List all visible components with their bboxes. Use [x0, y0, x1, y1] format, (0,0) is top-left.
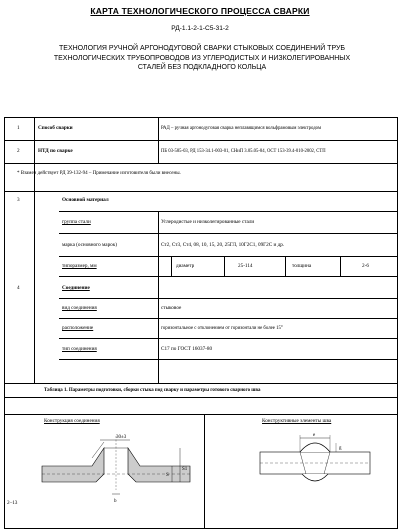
steel-grade-value: Ст2, Ст3, Ст4, 08, 10, 15, 20, 25ГЛ, 10Г2С1, 09Г2С и др.	[161, 242, 285, 248]
row-divider	[4, 383, 398, 384]
note-text: * Взамен действует РД 39-132-94 – Примечание изготовителя были внесены.	[17, 171, 181, 176]
steel-grade-label: марка (основного марок)	[62, 242, 118, 248]
joint-kind-label: вид соединения	[62, 305, 97, 311]
joint-design-header: Конструкция соединения	[44, 418, 100, 424]
column-divider	[285, 256, 286, 276]
gap-label: b	[114, 499, 117, 504]
diameter-value: 25-114	[238, 263, 253, 269]
position-label: расположение	[62, 325, 94, 331]
row-divider	[59, 318, 398, 319]
wall-thickness-label: толщина	[292, 263, 312, 269]
heading-line: СТАЛЕЙ БЕЗ ПОДКЛАДНОГО КОЛЬЦА	[137, 64, 267, 72]
column-divider	[171, 256, 172, 276]
weld-elements-drawing	[238, 430, 388, 510]
document-title: КАРТА ТЕХНОЛОГИЧЕСКОГО ПРОЦЕССА СВАРКИ	[90, 6, 310, 16]
row-divider	[4, 140, 398, 141]
column-divider	[204, 414, 205, 529]
weld-width-label: e	[313, 433, 316, 438]
position-value: горизонтальное с отклонением от горизонтали не более 15°	[161, 326, 283, 331]
steel-group-value: Углеродистые и низколегированные стали	[161, 219, 255, 225]
size-label: типоразмер, мм	[62, 263, 97, 269]
row-divider	[59, 233, 398, 234]
row-number: 2	[17, 148, 20, 154]
weld-elements-header: Конструктивные элементы шва	[262, 418, 332, 424]
row-divider	[59, 211, 398, 212]
column-divider	[158, 117, 159, 163]
row-divider	[4, 397, 398, 398]
table-caption: Таблица 1. Параметры подготовки, сборки стыка под сварку и параметры готового сварного шва	[44, 388, 261, 393]
row-divider	[59, 338, 398, 339]
column-divider	[224, 256, 225, 276]
steel-group-label: группа стали	[62, 219, 91, 225]
row-divider	[59, 359, 398, 360]
weld-method-value: РАД – ручная аргонодуговая сварка неплавящимся вольфрамовым электродом	[161, 126, 322, 131]
row-number: 4	[17, 285, 20, 291]
base-material-label: Основной материал	[62, 197, 109, 203]
table-row-label: 2–13	[7, 500, 18, 506]
joint-type-value: С17 по ГОСТ 16037-80	[161, 346, 213, 352]
document-heading	[22, 44, 382, 73]
row-divider	[4, 163, 398, 164]
ntd-value: ПБ 03-585-03, РД 153-34.1-003-01, СНиП 3.05.05-84, ОСТ 153-39.4-010-2002, СТП	[161, 149, 326, 154]
weld-method-label: Способ сварки	[38, 125, 73, 131]
joint-design-drawing	[30, 430, 200, 510]
ntd-label: НТД по сварке	[38, 148, 73, 154]
document-code: РД-1.1-2-1-С5-31-2	[171, 25, 229, 32]
row-divider	[59, 256, 398, 257]
diameter-label: диаметр	[176, 263, 195, 269]
heading-line: ТЕХНОЛОГИЧЕСКИХ ТРУБОПРОВОДОВ ИЗ УГЛЕРОДИСТЫХ И НИЗКОЛЕГИРОВАННЫХ	[53, 54, 351, 62]
joint-type-label: тип соединения	[62, 346, 97, 352]
heading-line: ТЕХНОЛОГИЯ РУЧНОЙ АРГОНОДУГОВОЙ СВАРКИ СТЫКОВЫХ СОЕДИНЕНИЙ ТРУБ	[59, 45, 345, 52]
joint-label: Соединение	[62, 285, 90, 291]
bevel-angle-label: 30±3	[116, 435, 127, 440]
thickness-s1-label: S1	[182, 467, 188, 472]
reinforcement-label: g	[339, 446, 342, 451]
joint-kind-value: стыковое	[161, 305, 182, 311]
thickness-label: S	[166, 473, 169, 478]
row-divider	[59, 298, 398, 299]
row-divider	[4, 191, 398, 192]
row-divider	[59, 276, 398, 277]
row-number: 3	[17, 197, 20, 203]
row-number: 1	[17, 125, 20, 131]
column-divider	[340, 256, 341, 276]
column-divider	[34, 117, 35, 383]
wall-thickness-value: 2-6	[362, 263, 369, 269]
row-divider	[4, 414, 398, 415]
column-divider	[158, 211, 159, 383]
